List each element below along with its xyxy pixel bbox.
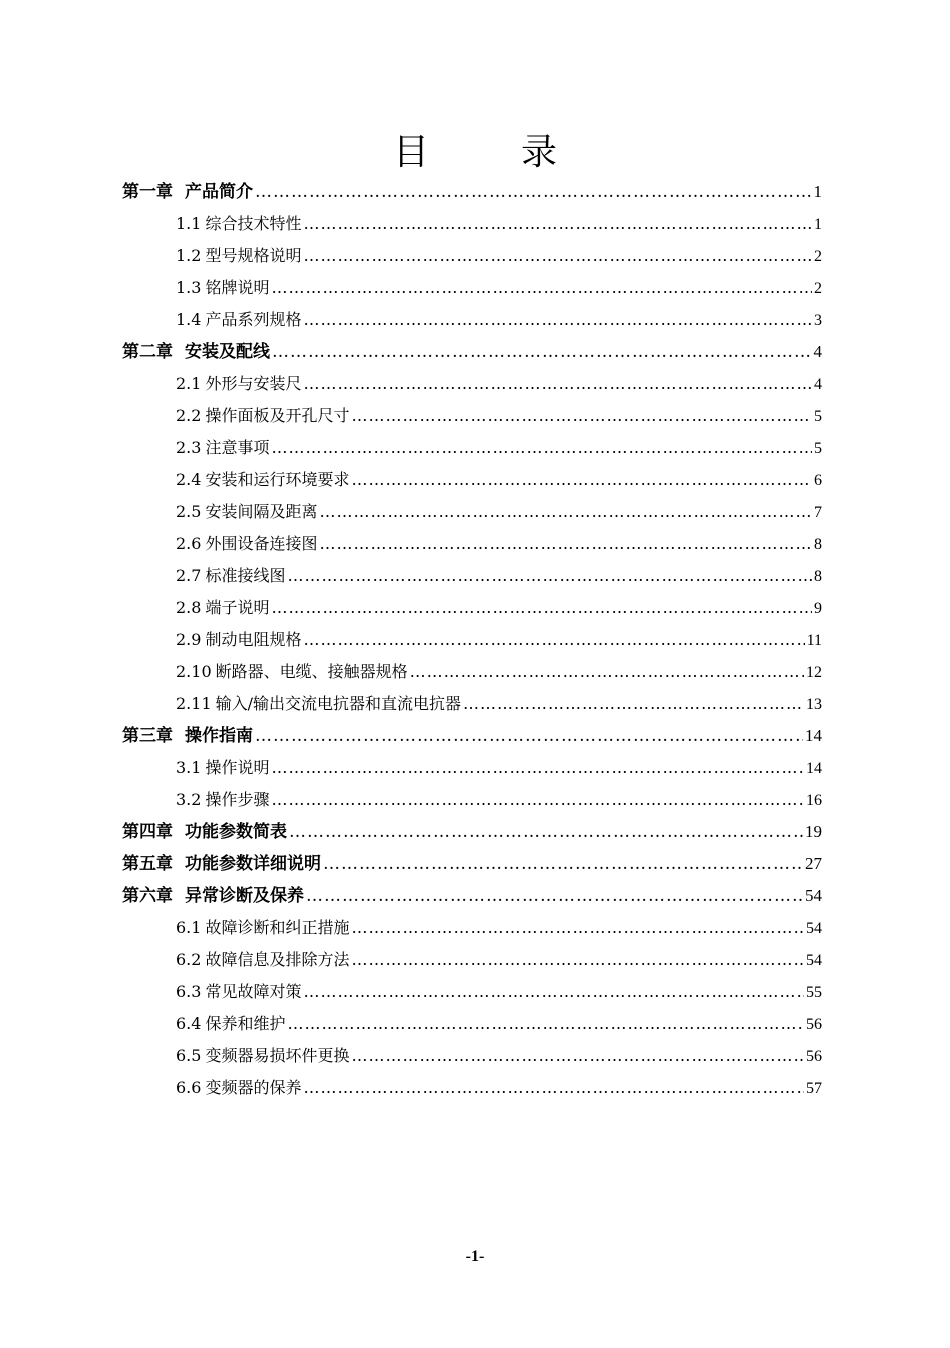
toc-entry-label <box>176 240 301 272</box>
toc-entry-label <box>176 1040 349 1072</box>
page-number-footer: -1- <box>465 1248 485 1265</box>
dot-leader <box>351 944 804 976</box>
toc-entry-label <box>176 432 269 464</box>
dot-leader <box>351 1040 804 1072</box>
toc-chapter-entry[interactable] <box>122 848 822 880</box>
dot-leader <box>303 208 812 240</box>
toc-entry-number: 6.3 <box>176 982 202 1001</box>
toc-entry-title: 操作指南 <box>185 726 253 746</box>
toc-entry-number: 第五章 <box>122 854 173 874</box>
toc-entry-label <box>176 592 269 624</box>
toc-entry-label <box>176 560 285 592</box>
dot-leader <box>303 976 804 1008</box>
toc-entry-number: 2.11 <box>176 694 212 713</box>
toc-entry-number: 6.4 <box>176 1014 202 1033</box>
toc-entry-page-number: 7 <box>814 504 822 521</box>
toc-entry-page-number: 57 <box>806 1080 822 1097</box>
toc-entry-label <box>176 976 301 1008</box>
toc-entry-label <box>122 816 287 848</box>
toc-entry-page-number: 16 <box>806 792 822 809</box>
toc-entry-label <box>176 784 269 816</box>
toc-entry-number: 2.10 <box>176 662 212 681</box>
toc-entry-title: 断路器、电缆、接触器规格 <box>215 662 408 681</box>
toc-entry-label <box>122 176 253 208</box>
toc-entry-label <box>122 720 253 752</box>
toc-entry-label <box>176 272 269 304</box>
toc-entry-number: 3.1 <box>176 758 202 777</box>
dot-leader <box>463 688 804 720</box>
toc-entry-page-number: 27 <box>805 854 822 873</box>
toc-entry-title: 功能参数简表 <box>185 822 287 842</box>
dot-leader <box>323 848 803 880</box>
toc-entry-number: 2.8 <box>176 598 202 617</box>
toc-section-entry[interactable] <box>122 1040 822 1072</box>
toc-entry-title: 外围设备连接图 <box>205 534 318 553</box>
dot-leader <box>271 752 804 784</box>
toc-entry-page-number: 13 <box>806 696 822 713</box>
toc-entry-title: 型号规格说明 <box>205 246 302 265</box>
dot-leader <box>271 432 812 464</box>
toc-section-entry[interactable] <box>122 944 822 976</box>
toc-entry-title: 操作面板及开孔尺寸 <box>205 406 350 425</box>
toc-chapter-entry[interactable] <box>122 880 822 912</box>
toc-entry-number: 第二章 <box>122 342 173 362</box>
toc-entry-page-number: 56 <box>806 1016 822 1033</box>
toc-entry-label <box>176 688 461 720</box>
toc-entry-label <box>176 304 301 336</box>
toc-section-entry[interactable] <box>122 432 822 464</box>
toc-section-entry[interactable] <box>122 560 822 592</box>
toc-section-entry[interactable] <box>122 592 822 624</box>
toc-entry-page-number: 56 <box>806 1048 822 1065</box>
toc-entry-title: 注意事项 <box>205 438 270 457</box>
toc-section-entry[interactable] <box>122 1008 822 1040</box>
toc-entry-title: 制动电阻规格 <box>205 630 302 649</box>
toc-entry-page-number: 19 <box>805 822 822 841</box>
toc-entry-page-number: 5 <box>814 440 822 457</box>
toc-entry-number: 6.2 <box>176 950 202 969</box>
toc-section-entry[interactable] <box>122 1072 822 1104</box>
toc-entry-title: 故障信息及排除方法 <box>205 950 350 969</box>
toc-entry-page-number: 4 <box>813 342 822 361</box>
toc-entry-page-number: 1 <box>814 216 822 233</box>
toc-entry-title: 变频器易损坏件更换 <box>205 1046 350 1065</box>
toc-section-entry[interactable] <box>122 400 822 432</box>
toc-entry-number: 2.3 <box>176 438 202 457</box>
toc-entry-label <box>122 336 270 368</box>
toc-entry-label <box>122 880 304 912</box>
toc-entry-page-number: 1 <box>813 182 822 201</box>
toc-entry-title: 外形与安装尺 <box>205 374 302 393</box>
toc-entry-page-number: 4 <box>814 376 822 393</box>
dot-leader <box>255 720 803 752</box>
toc-entry-page-number: 8 <box>814 568 822 585</box>
toc-entry-number: 2.4 <box>176 470 202 489</box>
toc-entry-label <box>176 656 408 688</box>
toc-entry-label <box>176 624 301 656</box>
dot-leader <box>303 304 812 336</box>
toc-section-entry[interactable] <box>122 912 822 944</box>
toc-entry-number: 2.5 <box>176 502 202 521</box>
toc-entry-number: 2.1 <box>176 374 202 393</box>
toc-section-entry[interactable] <box>122 272 822 304</box>
toc-section-entry[interactable] <box>122 624 822 656</box>
toc-entry-number: 第一章 <box>122 182 173 202</box>
toc-section-entry[interactable] <box>122 304 822 336</box>
toc-entry-title: 安装和运行环境要求 <box>205 470 350 489</box>
toc-entry-number: 6.1 <box>176 918 202 937</box>
toc-entry-page-number: 3 <box>814 312 822 329</box>
dot-leader <box>289 816 803 848</box>
dot-leader <box>351 912 804 944</box>
toc-section-entry[interactable] <box>122 208 822 240</box>
dot-leader <box>319 528 812 560</box>
toc-entry-number: 2.7 <box>176 566 202 585</box>
toc-entry-label <box>176 400 349 432</box>
toc-entry-title: 常见故障对策 <box>205 982 302 1001</box>
table-of-contents <box>122 176 822 1104</box>
toc-entry-page-number: 55 <box>806 984 822 1001</box>
dot-leader <box>272 336 812 368</box>
toc-entry-title: 异常诊断及保养 <box>185 886 304 906</box>
toc-entry-number: 第六章 <box>122 886 173 906</box>
dot-leader <box>271 784 804 816</box>
toc-section-entry[interactable] <box>122 752 822 784</box>
toc-section-entry[interactable] <box>122 464 822 496</box>
toc-entry-title: 操作说明 <box>205 758 270 777</box>
toc-entry-page-number: 2 <box>814 280 822 297</box>
dot-leader <box>410 656 804 688</box>
toc-entry-number: 1.1 <box>176 214 202 233</box>
toc-entry-number: 6.5 <box>176 1046 202 1065</box>
toc-entry-page-number: 14 <box>805 726 822 745</box>
dot-leader <box>287 560 812 592</box>
toc-entry-number: 1.4 <box>176 310 202 329</box>
toc-section-entry[interactable] <box>122 368 822 400</box>
toc-chapter-entry[interactable] <box>122 816 822 848</box>
toc-chapter-entry[interactable] <box>122 720 822 752</box>
toc-entry-page-number: 12 <box>806 664 822 681</box>
toc-entry-page-number: 11 <box>806 632 822 649</box>
toc-entry-title: 操作步骤 <box>205 790 270 809</box>
toc-entry-title: 端子说明 <box>205 598 270 617</box>
toc-entry-label <box>176 912 349 944</box>
dot-leader <box>306 880 803 912</box>
toc-entry-page-number: 5 <box>814 408 822 425</box>
toc-entry-page-number: 2 <box>814 248 822 265</box>
toc-entry-number: 第三章 <box>122 726 173 746</box>
dot-leader <box>287 1008 804 1040</box>
toc-entry-title: 变频器的保养 <box>205 1078 302 1097</box>
toc-entry-page-number: 9 <box>814 600 822 617</box>
toc-entry-label <box>176 464 349 496</box>
toc-section-entry[interactable] <box>122 688 822 720</box>
toc-entry-label <box>122 848 321 880</box>
toc-entry-title: 铭牌说明 <box>205 278 270 297</box>
dot-leader <box>303 368 812 400</box>
toc-chapter-entry[interactable] <box>122 176 822 208</box>
toc-section-entry[interactable] <box>122 528 822 560</box>
toc-section-entry[interactable] <box>122 976 822 1008</box>
dot-leader <box>319 496 812 528</box>
toc-entry-title: 输入/输出交流电抗器和直流电抗器 <box>215 694 462 713</box>
dot-leader <box>303 240 812 272</box>
toc-entry-number: 2.2 <box>176 406 202 425</box>
toc-entry-title: 保养和维护 <box>205 1014 286 1033</box>
toc-section-entry[interactable] <box>122 784 822 816</box>
page-title: 目 录 <box>392 132 585 173</box>
toc-entry-title: 故障诊断和纠正措施 <box>205 918 350 937</box>
dot-leader <box>271 272 812 304</box>
toc-entry-label <box>176 208 301 240</box>
toc-entry-number: 1.3 <box>176 278 202 297</box>
dot-leader <box>303 1072 804 1104</box>
dot-leader <box>255 176 812 208</box>
dot-leader <box>303 624 804 656</box>
toc-entry-page-number: 54 <box>806 952 822 969</box>
toc-entry-title: 标准接线图 <box>205 566 286 585</box>
toc-entry-title: 综合技术特性 <box>205 214 302 233</box>
dot-leader <box>271 592 812 624</box>
toc-entry-number: 6.6 <box>176 1078 202 1097</box>
toc-section-entry[interactable] <box>122 496 822 528</box>
toc-entry-number: 1.2 <box>176 246 202 265</box>
toc-entry-page-number: 54 <box>805 886 822 905</box>
dot-leader <box>351 400 812 432</box>
toc-entry-number: 2.6 <box>176 534 202 553</box>
toc-entry-page-number: 14 <box>806 760 822 777</box>
toc-entry-page-number: 8 <box>814 536 822 553</box>
toc-entry-title: 功能参数详细说明 <box>185 854 321 874</box>
toc-entry-label <box>176 496 317 528</box>
toc-entry-title: 安装及配线 <box>185 342 270 362</box>
toc-entry-title: 安装间隔及距离 <box>205 502 318 521</box>
toc-entry-title: 产品简介 <box>185 182 253 202</box>
toc-entry-number: 2.9 <box>176 630 202 649</box>
toc-entry-label <box>176 944 349 976</box>
toc-entry-label <box>176 1008 285 1040</box>
toc-entry-page-number: 54 <box>806 920 822 937</box>
toc-entry-number: 3.2 <box>176 790 202 809</box>
toc-entry-page-number: 6 <box>814 472 822 489</box>
toc-entry-label <box>176 1072 301 1104</box>
toc-section-entry[interactable] <box>122 240 822 272</box>
toc-entry-label <box>176 752 269 784</box>
toc-entry-title: 产品系列规格 <box>205 310 302 329</box>
dot-leader <box>351 464 812 496</box>
toc-entry-number: 第四章 <box>122 822 173 842</box>
toc-entry-label <box>176 368 301 400</box>
toc-section-entry[interactable] <box>122 656 822 688</box>
toc-entry-label <box>176 528 317 560</box>
toc-chapter-entry[interactable] <box>122 336 822 368</box>
